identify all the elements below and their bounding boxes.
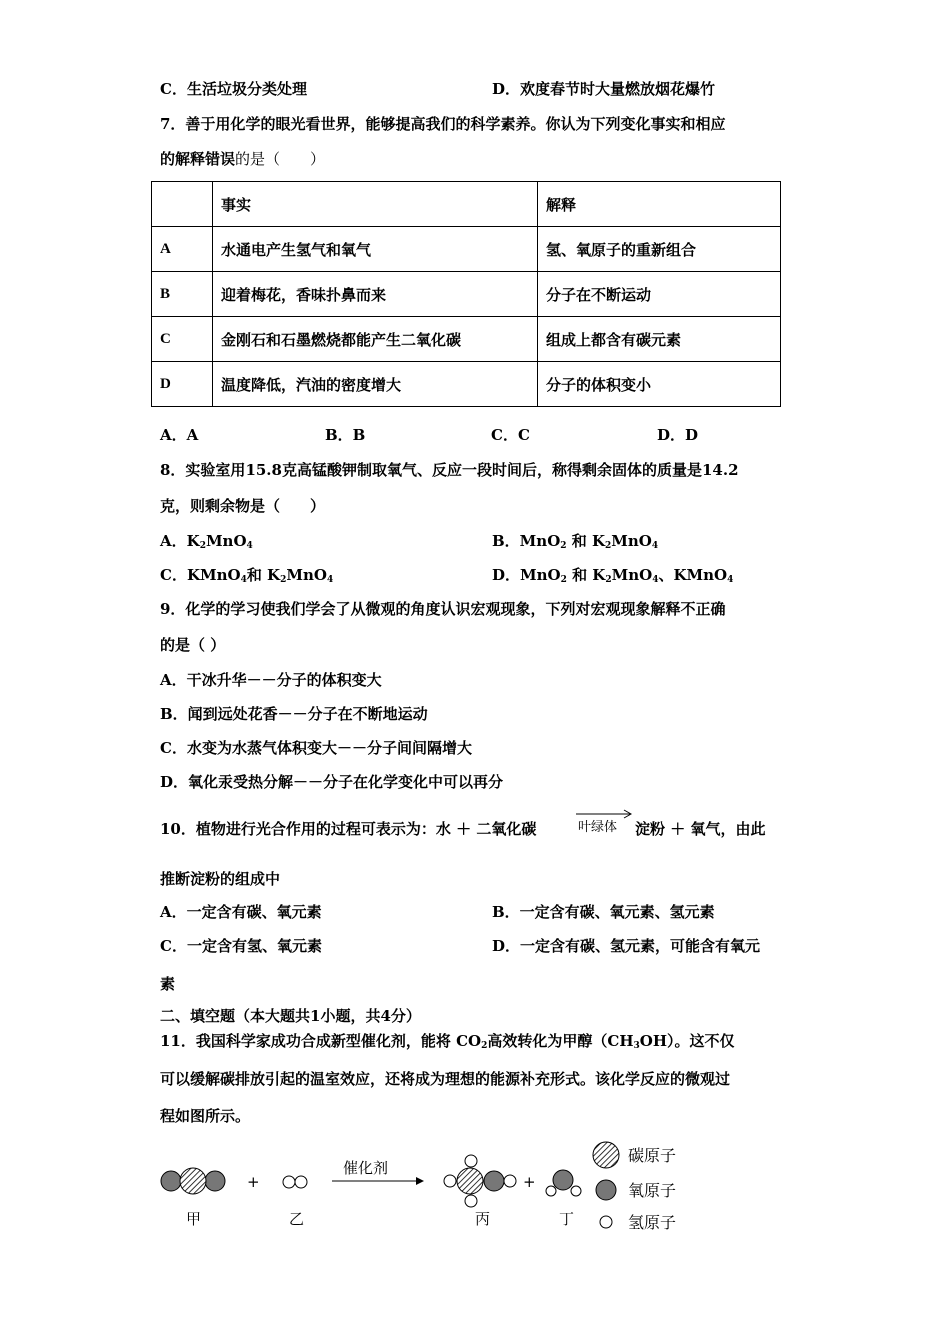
oxygen-atom bbox=[553, 1170, 573, 1190]
q10-option-a: A．一定含有碳、氧元素 bbox=[160, 903, 322, 921]
formula-sub: 3 bbox=[633, 1041, 640, 1051]
table-cell: 分子在不断运动 bbox=[538, 272, 781, 317]
table-cell: 金刚石和石墨燃烧都能产生二氧化碳 bbox=[213, 317, 538, 362]
formula-sub: 2 bbox=[605, 541, 612, 551]
q7-table bbox=[151, 181, 781, 407]
oxygen-atom bbox=[161, 1171, 181, 1191]
oxygen-atom bbox=[484, 1171, 504, 1191]
table-cell: A bbox=[152, 227, 213, 272]
q11-stem-line3: 程如图所示。 bbox=[160, 1107, 251, 1125]
oxygen-legend-icon bbox=[596, 1180, 616, 1200]
formula-text: MnO bbox=[611, 566, 653, 584]
oxygen-atom bbox=[205, 1171, 225, 1191]
table-cell: 氢、氧原子的重新组合 bbox=[538, 227, 781, 272]
hydrogen-atom bbox=[571, 1186, 581, 1196]
q11-text: OH）。这不仅 bbox=[639, 1032, 735, 1050]
formula-text: B．MnO bbox=[492, 532, 561, 550]
molecule-h2 bbox=[283, 1176, 307, 1188]
hydrogen-legend-icon bbox=[600, 1216, 612, 1228]
q7-stem-bold: 的解释错误 bbox=[160, 150, 236, 168]
formula-text: 和 K bbox=[566, 532, 606, 550]
table-row bbox=[152, 227, 781, 272]
q7-option-b: B．B bbox=[325, 426, 366, 444]
arrow-head-icon bbox=[416, 1177, 424, 1185]
molecule-label: 甲 bbox=[186, 1210, 202, 1228]
molecule-ch3oh bbox=[444, 1155, 516, 1207]
q7-option-c: C．C bbox=[491, 426, 530, 444]
molecule-h2o bbox=[546, 1170, 581, 1196]
q8-option-a bbox=[160, 530, 253, 551]
formula-text: 和 K bbox=[246, 566, 281, 584]
plus-sign: + bbox=[523, 1173, 536, 1191]
hydrogen-atom bbox=[465, 1155, 477, 1167]
q8-stem-line1: 8．实验室用15.8克高锰酸钾制取氧气、反应一段时间后，称得剩余固体的质量是14.2 bbox=[160, 461, 739, 479]
formula-sub: 4 bbox=[652, 575, 659, 585]
q9-option-c: C．水变为水蒸气体积变大－－分子间间隔增大 bbox=[160, 739, 472, 757]
molecule-co2 bbox=[161, 1168, 225, 1194]
q10-stem-b: 淀粉 ＋ 氧气，由此 bbox=[635, 820, 766, 838]
q10-option-d-cont: 素 bbox=[160, 975, 176, 993]
q8-option-b bbox=[492, 530, 658, 551]
q7-stem-line1: 7．善于用化学的眼光看世界，能够提高我们的科学素养。你认为下列变化事实和相应 bbox=[160, 115, 726, 133]
plus-sign: + bbox=[247, 1173, 260, 1191]
formula-text: MnO bbox=[205, 532, 247, 550]
formula-sub: 2 bbox=[560, 541, 567, 551]
table-row bbox=[152, 362, 781, 407]
hydrogen-atom bbox=[444, 1175, 456, 1187]
carbon-legend-icon bbox=[593, 1142, 619, 1168]
q6-option-d: D．欢度春节时大量燃放烟花爆竹 bbox=[492, 80, 716, 98]
q10-option-d: D．一定含有碳、氢元素，可能含有氧元 bbox=[492, 937, 761, 955]
hydrogen-atom bbox=[546, 1186, 556, 1196]
q6-option-c: C．生活垃圾分类处理 bbox=[160, 80, 307, 98]
q8-stem-line2: 克，则剩余物是（ ） bbox=[160, 497, 326, 515]
table-row bbox=[152, 317, 781, 362]
q9-option-a: A．干冰升华－－分子的体积变大 bbox=[160, 671, 382, 689]
formula-sub: 2 bbox=[560, 575, 567, 585]
q11-stem-line1 bbox=[160, 1030, 735, 1051]
formula-sub: 2 bbox=[280, 575, 287, 585]
carbon-atom bbox=[457, 1168, 483, 1194]
formula-sub: 4 bbox=[326, 575, 334, 585]
formula-text: MnO bbox=[286, 566, 327, 584]
q11-stem-line2: 可以缓解碳排放引起的温室效应，还将成为理想的能源补充形式。该化学反应的微观过 bbox=[160, 1070, 731, 1088]
formula-sub: 4 bbox=[240, 575, 247, 585]
q7-option-d: D．D bbox=[657, 426, 699, 444]
legend-label: 氢原子 bbox=[628, 1213, 677, 1232]
table-cell: 水通电产生氢气和氧气 bbox=[213, 227, 538, 272]
catalyst-label: 催化剂 bbox=[343, 1159, 389, 1177]
formula-text: C．KMnO bbox=[160, 566, 241, 584]
table-header-cell bbox=[152, 182, 213, 227]
q10-option-c: C．一定含有氢、氧元素 bbox=[160, 937, 322, 955]
q8-option-c bbox=[160, 564, 333, 585]
q8-option-d bbox=[492, 564, 733, 585]
arrow-label: 叶绿体 bbox=[578, 820, 618, 835]
q11-text: 11．我国科学家成功合成新型催化剂，能将 CO bbox=[160, 1032, 482, 1050]
formula-sub: 2 bbox=[199, 541, 206, 551]
legend-label: 碳原子 bbox=[628, 1146, 677, 1165]
formula-sub: 4 bbox=[651, 541, 659, 551]
formula-sub: 4 bbox=[246, 541, 253, 551]
formula-text: 和 K bbox=[566, 566, 606, 584]
hydrogen-atom bbox=[295, 1176, 307, 1188]
q10-stem-a: 10．植物进行光合作用的过程可表示为：水 ＋ 二氧化碳 bbox=[160, 820, 537, 838]
reaction-diagram bbox=[150, 1135, 710, 1235]
formula-text: D．MnO bbox=[492, 566, 561, 584]
formula-sub: 4 bbox=[727, 575, 734, 585]
q9-option-b: B．闻到远处花香－－分子在不断地运动 bbox=[160, 705, 428, 723]
section-heading: 二、填空题（本大题共1小题，共4分） bbox=[160, 1007, 421, 1025]
q7-stem-line2 bbox=[160, 148, 325, 169]
hydrogen-atom bbox=[465, 1195, 477, 1207]
table-row bbox=[152, 272, 781, 317]
q10-stem-line2: 推断淀粉的组成中 bbox=[160, 870, 281, 888]
table-cell: 温度降低，汽油的密度增大 bbox=[213, 362, 538, 407]
table-header-cell: 解释 bbox=[538, 182, 781, 227]
q7-stem-rest: 的是（ ） bbox=[235, 150, 326, 168]
table-cell: C bbox=[152, 317, 213, 362]
q10-option-b: B．一定含有碳、氧元素、氢元素 bbox=[492, 903, 715, 921]
table-header-row bbox=[152, 182, 781, 227]
table-cell: D bbox=[152, 362, 213, 407]
legend bbox=[593, 1142, 676, 1232]
q9-stem-line1: 9．化学的学习使我们学会了从微观的角度认识宏观现象，下列对宏观现象解释不正确 bbox=[160, 600, 726, 618]
table-cell: 迎着梅花，香味扑鼻而来 bbox=[213, 272, 538, 317]
molecule-label: 丁 bbox=[559, 1210, 575, 1228]
hydrogen-atom bbox=[283, 1176, 295, 1188]
legend-label: 氧原子 bbox=[628, 1181, 677, 1200]
q7-option-a: A．A bbox=[160, 426, 199, 444]
table-cell: B bbox=[152, 272, 213, 317]
molecule-label: 丙 bbox=[475, 1210, 491, 1228]
q11-text: 高效转化为甲醇（CH bbox=[487, 1032, 634, 1050]
q9-stem-line2: 的是（ ） bbox=[160, 636, 226, 654]
formula-text: MnO bbox=[611, 532, 652, 550]
table-cell: 组成上都含有碳元素 bbox=[538, 317, 781, 362]
carbon-atom bbox=[180, 1168, 206, 1194]
formula-text: A．K bbox=[160, 532, 200, 550]
table-header-cell: 事实 bbox=[213, 182, 538, 227]
hydrogen-atom bbox=[504, 1175, 516, 1187]
formula-sub: 2 bbox=[481, 1041, 488, 1051]
q9-option-d: D．氧化汞受热分解－－分子在化学变化中可以再分 bbox=[160, 773, 504, 791]
reaction-arrow bbox=[574, 804, 634, 834]
molecule-label: 乙 bbox=[289, 1210, 305, 1228]
formula-text: 、KMnO bbox=[658, 566, 728, 584]
table-cell: 分子的体积变小 bbox=[538, 362, 781, 407]
formula-sub: 2 bbox=[605, 575, 612, 585]
